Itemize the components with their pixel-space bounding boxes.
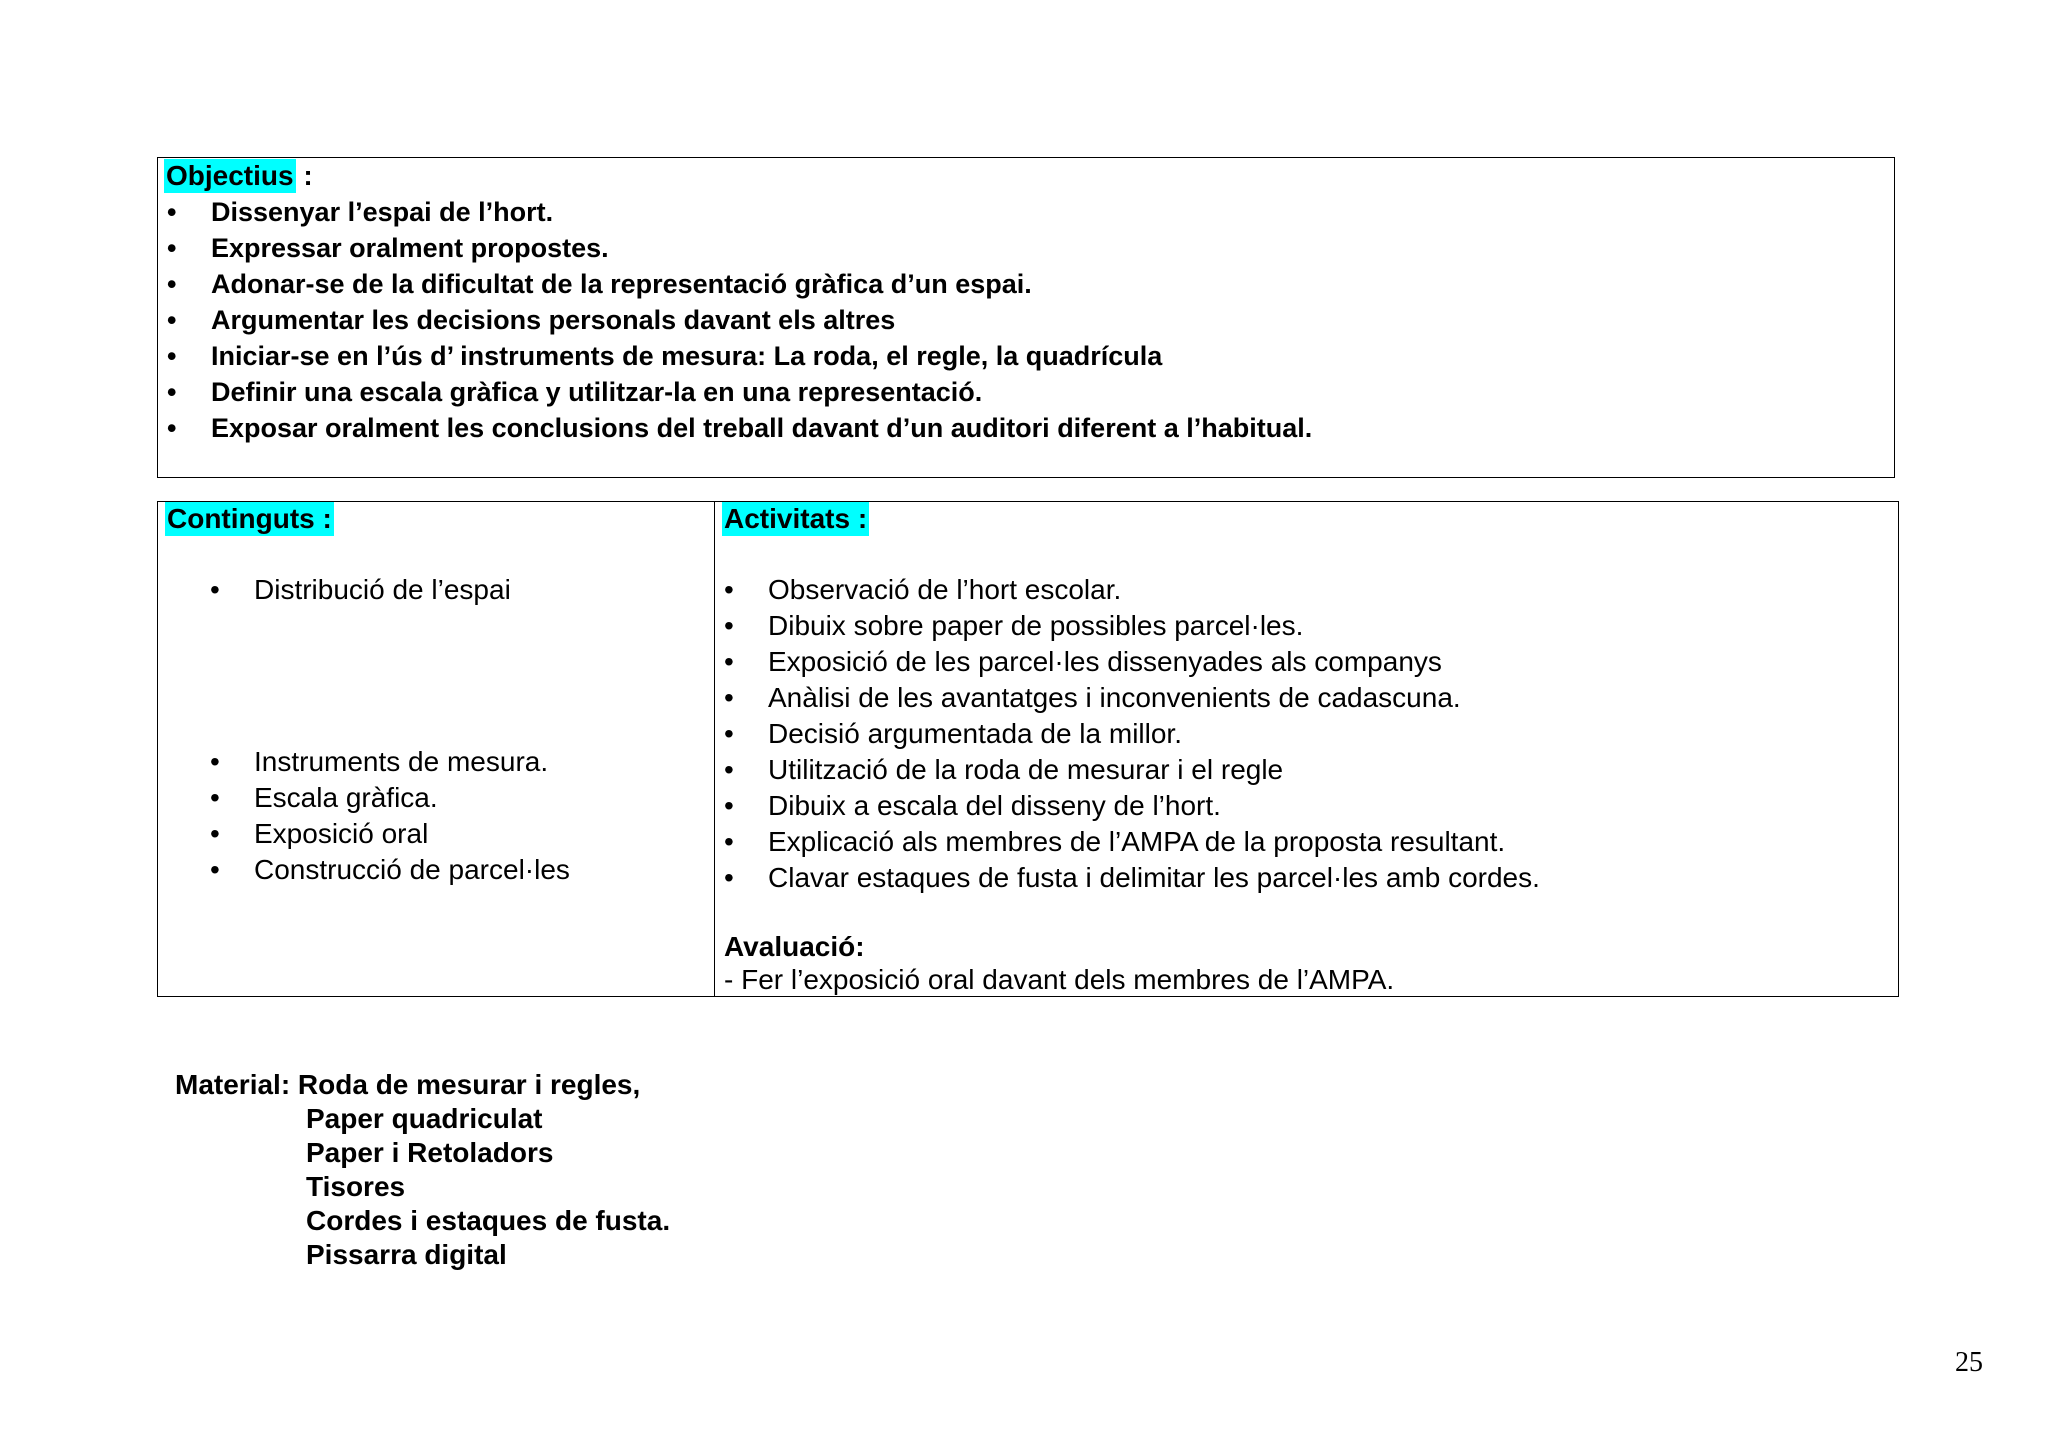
contents-activities-table — [157, 501, 1899, 997]
material-item: Cordes i estaques de fusta. — [306, 1205, 671, 1236]
activity-text: Clavar estaques de fusta i delimitar les parcel·les amb cordes. — [768, 862, 1540, 893]
bullet-icon: • — [167, 197, 177, 227]
activity-text: Anàlisi de les avantatges i inconvenients de cadascuna. — [768, 682, 1461, 713]
content-text: Distribució de l’espai — [254, 574, 511, 605]
content-text: Exposició oral — [254, 818, 429, 849]
material-item: Paper i Retoladors — [306, 1137, 554, 1168]
objectives-heading-colon: : — [295, 160, 313, 191]
bullet-icon: • — [167, 413, 177, 443]
bullet-icon: • — [724, 718, 734, 749]
bullet-icon: • — [210, 746, 220, 777]
evaluation-text: - Fer l’exposició oral davant dels membres de l’AMPA. — [724, 964, 1395, 995]
activity-text: Explicació als membres de l’AMPA de la proposta resultant. — [768, 826, 1506, 857]
objective-text: Exposar oralment les conclusions del treball davant d’un auditori diferent a l’habitual. — [211, 413, 1313, 443]
activity-text: Exposició de les parcel·les dissenyades als companys — [768, 646, 1442, 677]
objective-text: Adonar-se de la dificultat de la representació gràfica d’un espai. — [211, 269, 1032, 299]
activities-heading: Activitats : — [724, 503, 868, 534]
material-item: Tisores — [306, 1171, 406, 1202]
bullet-icon: • — [167, 305, 177, 335]
objective-text: Expressar oralment propostes. — [211, 233, 609, 263]
material-item: Paper quadriculat — [306, 1103, 543, 1134]
content-text: Escala gràfica. — [254, 782, 438, 813]
page-number: 25 — [1955, 1347, 1983, 1378]
bullet-icon: • — [210, 818, 220, 849]
objectives-heading-row — [164, 159, 313, 193]
bullet-icon: • — [724, 862, 734, 893]
content-text: Instruments de mesura. — [254, 746, 549, 777]
activity-text: Observació de l’hort escolar. — [768, 574, 1122, 605]
material-first-line: Material: Roda de mesurar i regles, — [175, 1069, 641, 1100]
bullet-icon: • — [724, 574, 734, 605]
bullet-icon: • — [167, 377, 177, 407]
bullet-icon: • — [724, 754, 734, 785]
objective-text: Definir una escala gràfica y utilitzar-la en una representació. — [211, 377, 983, 407]
objectives-heading: Objectius — [166, 160, 294, 191]
bullet-icon: • — [724, 646, 734, 677]
bullet-icon: • — [724, 610, 734, 641]
objective-text: Iniciar-se en l’ús d’ instruments de mesura: La roda, el regle, la quadrícula — [211, 341, 1163, 371]
activity-text: Decisió argumentada de la millor. — [768, 718, 1182, 749]
objectives-box — [157, 157, 1895, 478]
activities-heading-row — [722, 502, 869, 536]
bullet-icon: • — [210, 574, 220, 605]
bullet-icon: • — [167, 269, 177, 299]
content-text: Construcció de parcel·les — [254, 854, 570, 885]
material-block — [175, 1068, 670, 1272]
activity-text: Utilització de la roda de mesurar i el regle — [768, 754, 1284, 785]
objective-text: Argumentar les decisions personals davant els altres — [211, 305, 896, 335]
bullet-icon: • — [724, 826, 734, 857]
activity-text: Dibuix sobre paper de possibles parcel·les. — [768, 610, 1304, 641]
column-divider — [714, 502, 715, 996]
contents-heading-row — [165, 502, 334, 536]
evaluation-title: Avaluació: — [724, 931, 865, 962]
bullet-icon: • — [724, 682, 734, 713]
bullet-icon: • — [210, 854, 220, 885]
material-item: Pissarra digital — [306, 1239, 507, 1270]
activity-text: Dibuix a escala del disseny de l’hort. — [768, 790, 1221, 821]
bullet-icon: • — [724, 790, 734, 821]
bullet-icon: • — [210, 782, 220, 813]
contents-heading: Continguts : — [167, 503, 332, 534]
objective-text: Dissenyar l’espai de l’hort. — [211, 197, 554, 227]
bullet-icon: • — [167, 341, 177, 371]
bullet-icon: • — [167, 233, 177, 263]
